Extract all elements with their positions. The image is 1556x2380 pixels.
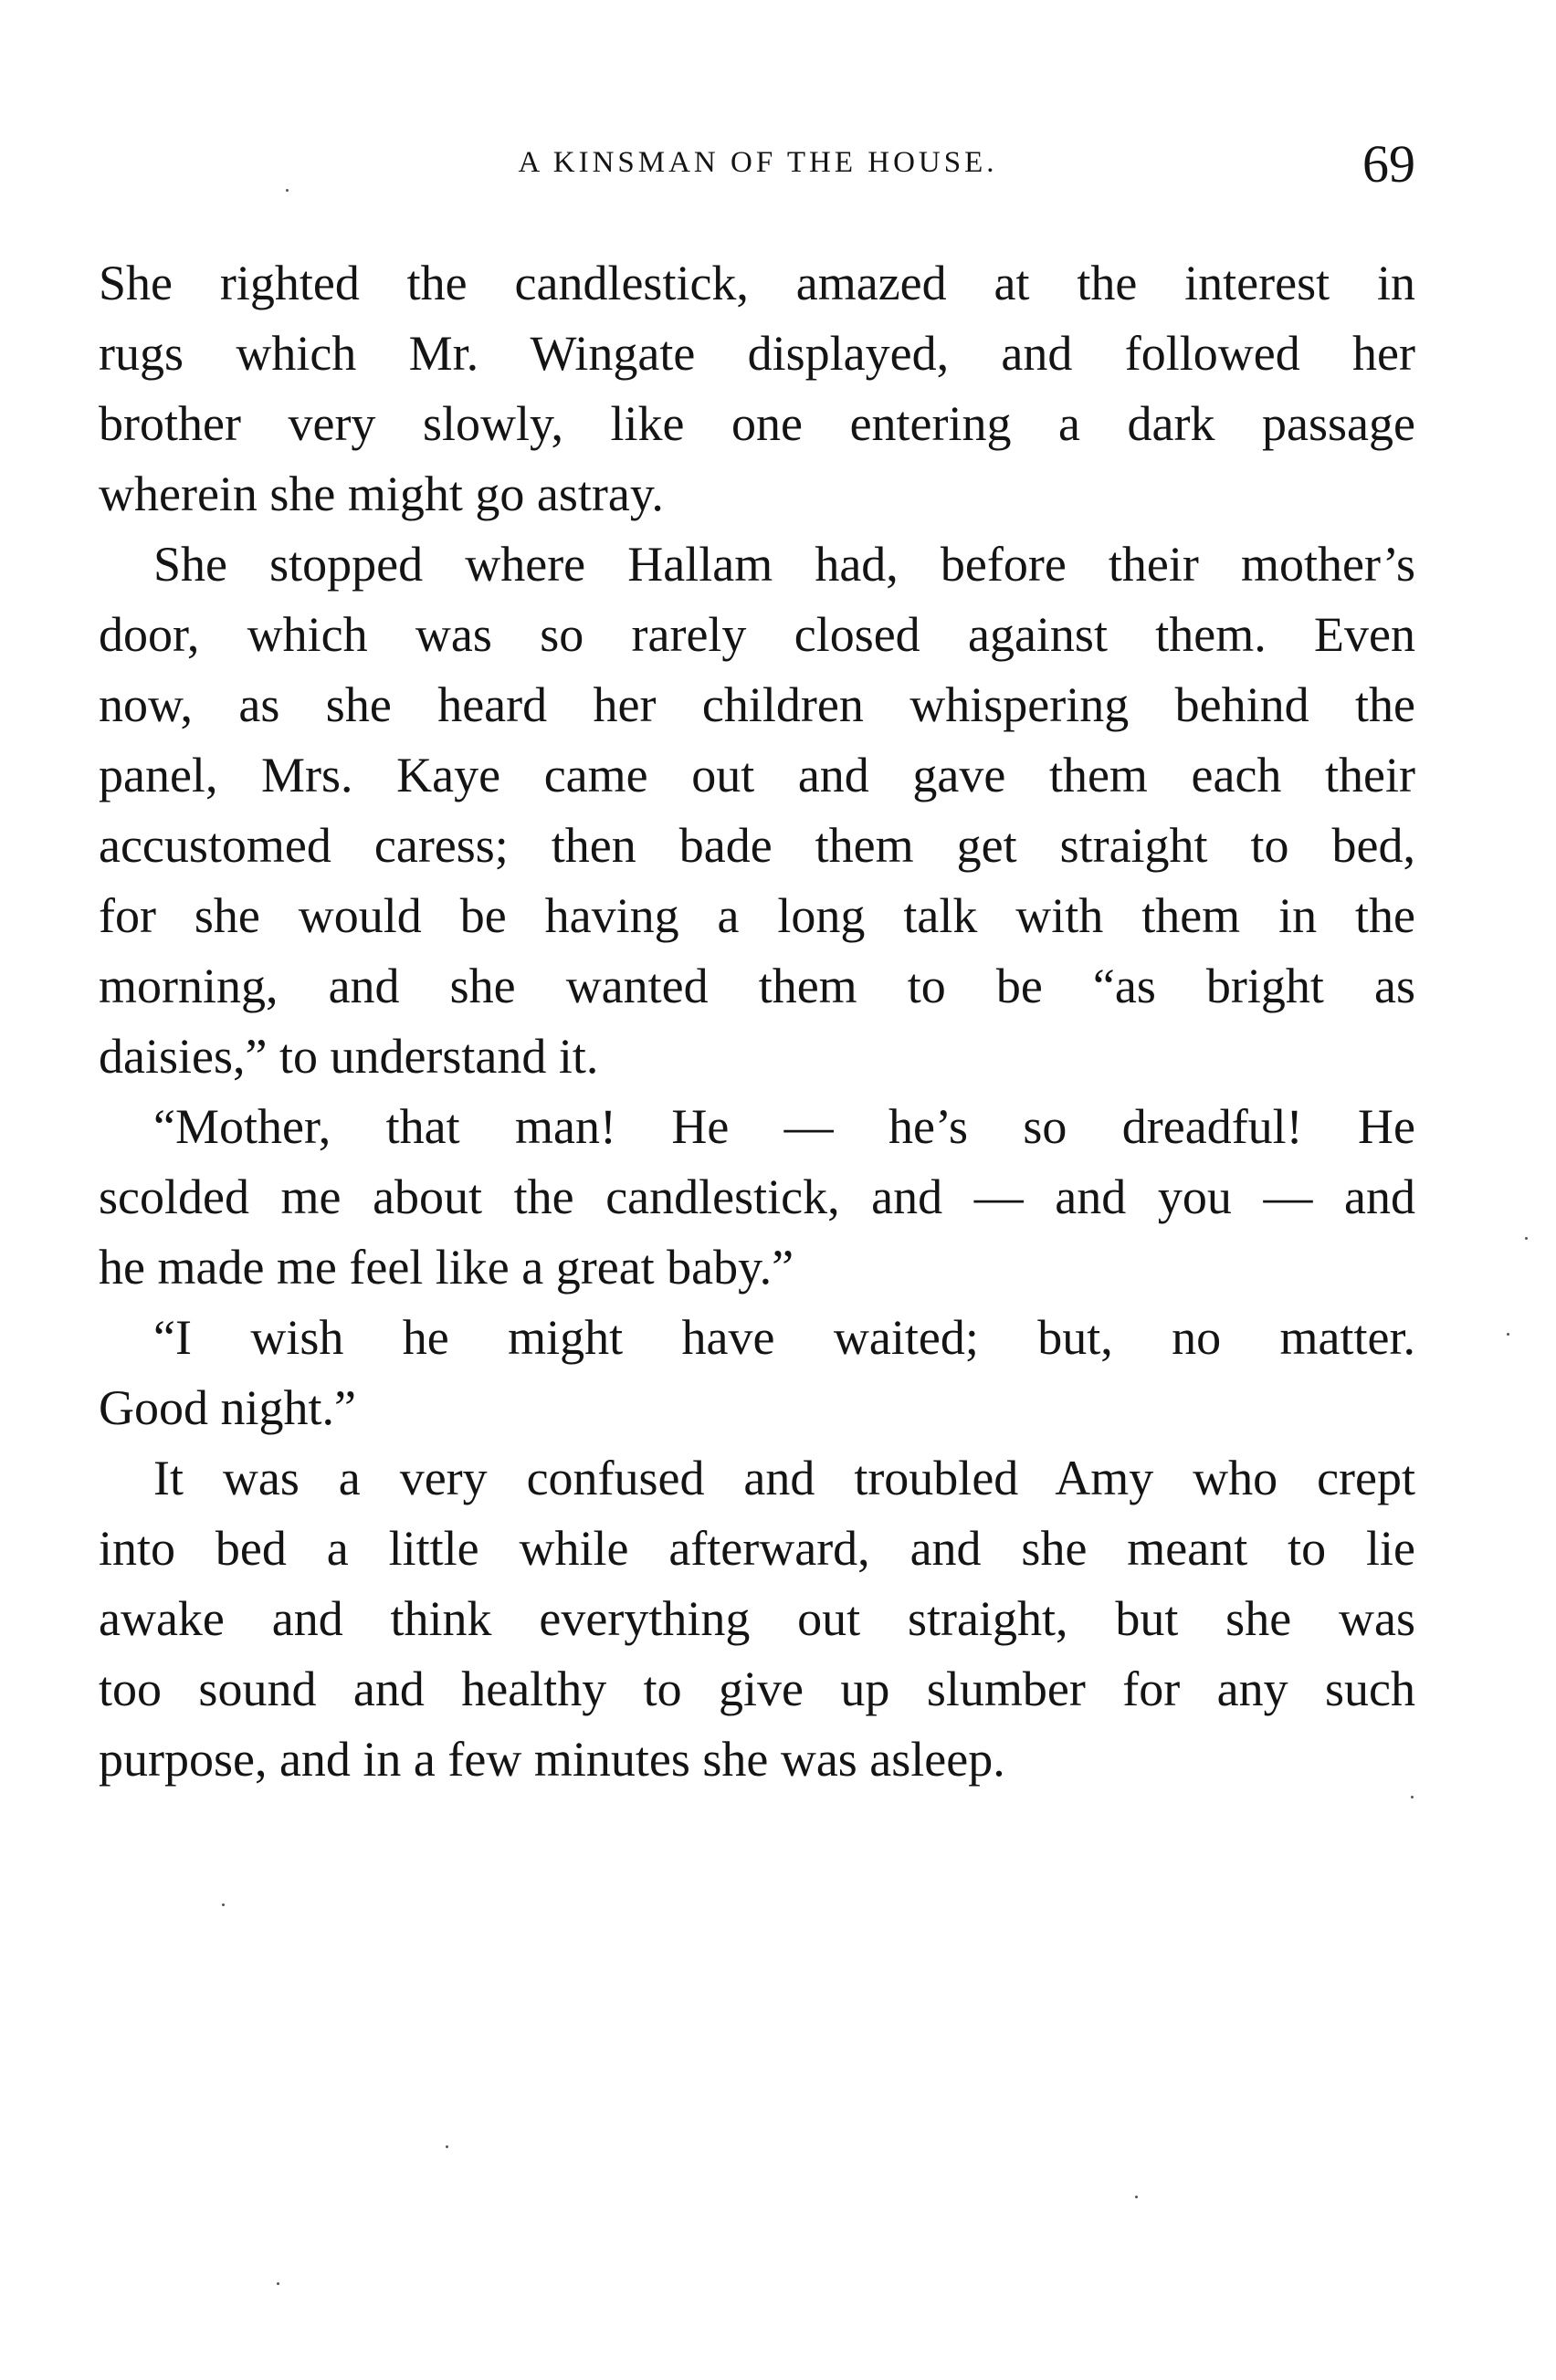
- scan-speck: [1135, 2196, 1138, 2198]
- text-line: daisies,” to understand it.: [99, 1029, 599, 1084]
- text-line: rugs which Mr. Wingate displayed, and followed her: [99, 326, 1415, 381]
- paragraph: [99, 1443, 1415, 1795]
- body-text: [99, 248, 1415, 1795]
- text-line: wherein she might go astray.: [99, 467, 664, 521]
- scan-speck: [446, 2145, 448, 2148]
- text-line: She stopped where Hallam had, before their mother’s: [153, 537, 1415, 592]
- text-line: he made me feel like a great baby.”: [99, 1240, 794, 1295]
- scan-speck: [1507, 1333, 1509, 1336]
- text-line: “Mother, that man! He — he’s so dreadful! He: [153, 1099, 1415, 1154]
- text-line: brother very slowly, like one entering a dark passage: [99, 396, 1415, 451]
- text-line: now, as she heard her children whispering behind the: [99, 677, 1415, 732]
- scan-speck: [286, 189, 289, 192]
- text-line: panel, Mrs. Kaye came out and gave them each their: [99, 748, 1415, 802]
- text-line: scolded me about the candlestick, and — and you — and: [99, 1169, 1415, 1224]
- text-line: “I wish he might have waited; but, no matter.: [153, 1310, 1415, 1365]
- text-line: awake and think everything out straight, but she was: [99, 1591, 1415, 1646]
- text-line: for she would be having a long talk with them in the: [99, 888, 1415, 943]
- text-line: into bed a little while afterward, and she meant to lie: [99, 1521, 1415, 1576]
- page-number: 69: [1362, 134, 1415, 194]
- paragraph: [99, 248, 1415, 529]
- text-line: accustomed caress; then bade them get straight to bed,: [99, 818, 1415, 873]
- text-line: She righted the candlestick, amazed at the interest in: [99, 256, 1415, 310]
- scan-speck: [222, 1903, 225, 1906]
- paragraph: [99, 1303, 1415, 1443]
- text-line: Good night.”: [99, 1380, 356, 1435]
- text-line: too sound and healthy to give up slumber for any such: [99, 1662, 1415, 1716]
- scan-speck: [277, 2282, 279, 2285]
- scan-speck: [1411, 1796, 1414, 1798]
- text-line: It was a very confused and troubled Amy who crept: [153, 1451, 1415, 1505]
- text-line: morning, and she wanted them to be “as bright as: [99, 959, 1415, 1013]
- scan-speck: [1525, 1237, 1528, 1240]
- running-title: A KINSMAN OF THE HOUSE.: [518, 146, 998, 179]
- text-line: door, which was so rarely closed against them. Even: [99, 607, 1415, 662]
- paragraph: [99, 1092, 1415, 1303]
- paragraph: [99, 529, 1415, 1092]
- text-line: purpose, and in a few minutes she was asleep.: [99, 1732, 1005, 1787]
